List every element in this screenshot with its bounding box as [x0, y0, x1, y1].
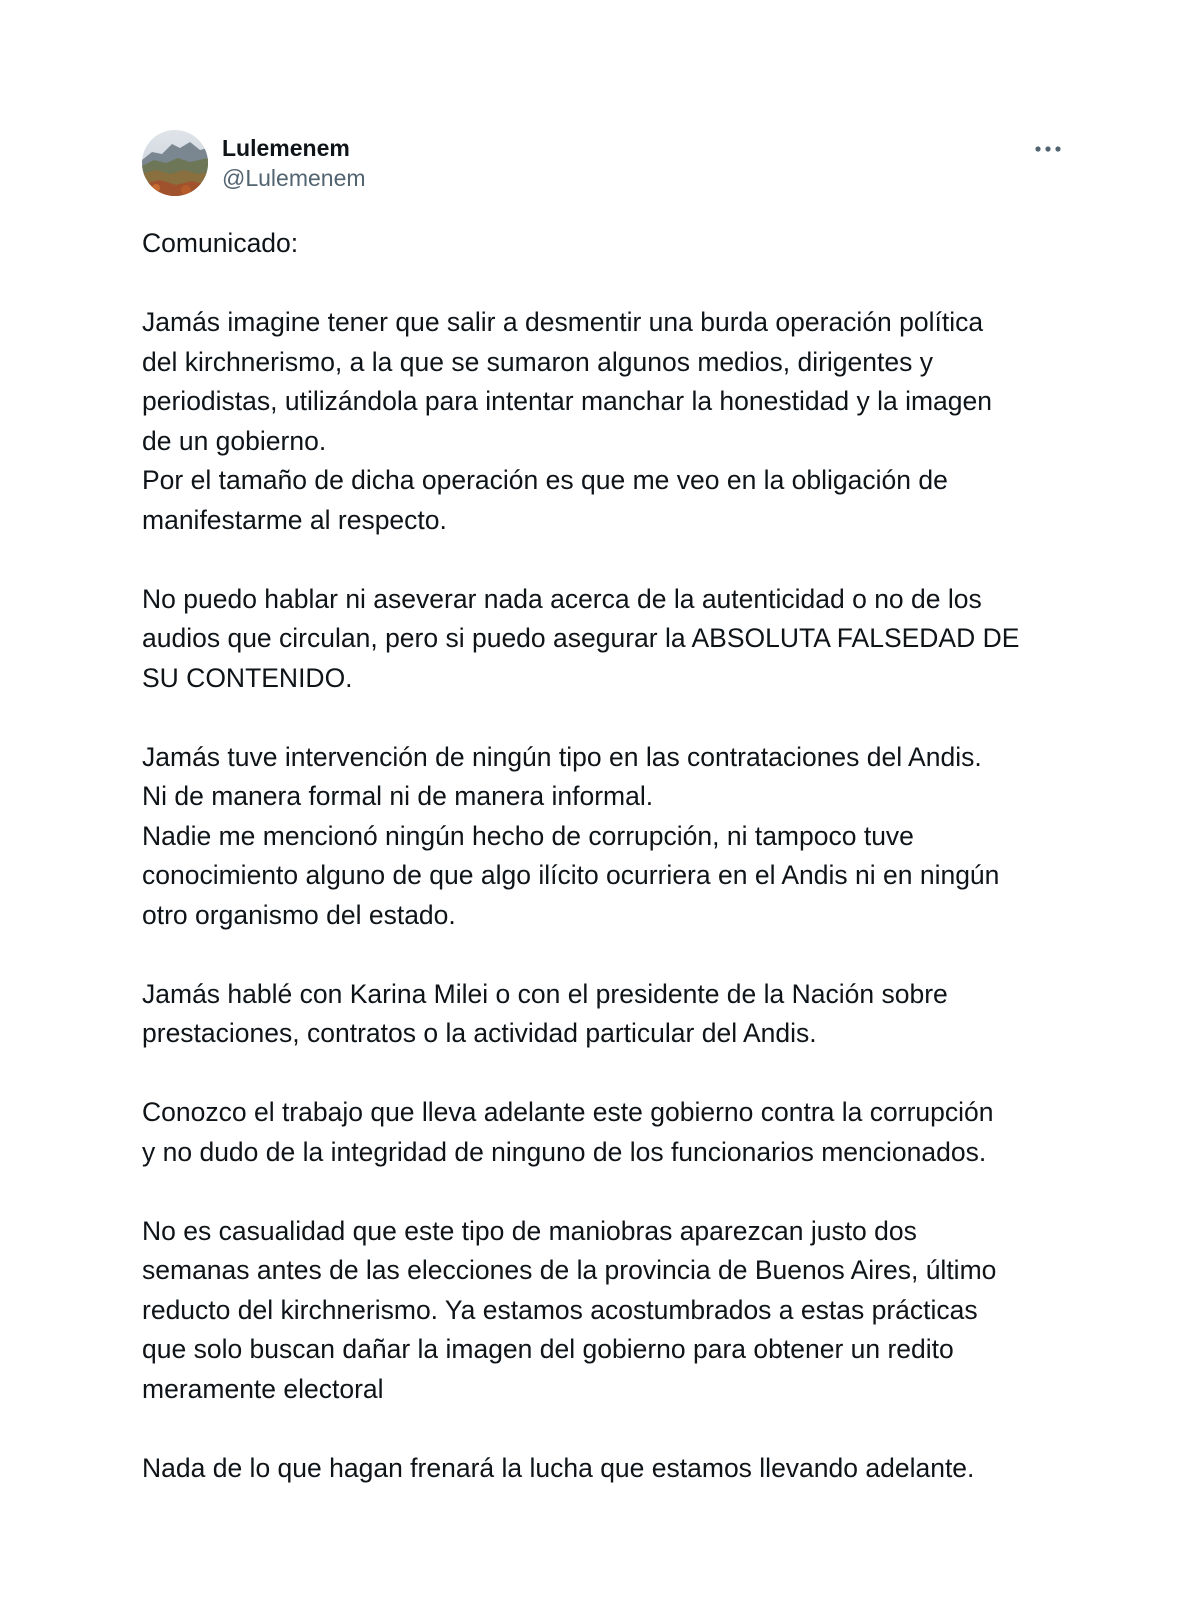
- tweet-text-line: periodistas, utilizándola para intentar manchar la honestidad y la imagen: [142, 386, 992, 416]
- tweet-text-line: conocimiento alguno de que algo ilícito ocurriera en el Andis ni en ningún: [142, 860, 1000, 890]
- tweet-text-line: SU CONTENIDO.: [142, 662, 353, 693]
- tweet-text-line: Nada de lo que hagan frenará la lucha que estamos llevando adelante.: [142, 1452, 975, 1483]
- tweet-paragraph: [142, 224, 1082, 264]
- avatar[interactable]: [142, 130, 208, 196]
- tweet-text-line: Jamás tuve intervención de ningún tipo en las contrataciones del Andis.: [142, 741, 982, 772]
- tweet-text-line: de un gobierno.: [142, 425, 327, 456]
- tweet-text-line: meramente electoral: [142, 1373, 384, 1404]
- landscape-avatar-icon: [142, 130, 208, 196]
- tweet-paragraph: [142, 975, 1082, 1054]
- more-options-icon: [1035, 146, 1061, 152]
- tweet-text-line: del kirchnerismo, a la que se sumaron algunos medios, dirigentes y: [142, 346, 933, 377]
- tweet-paragraph: [142, 1093, 1082, 1172]
- tweet-paragraph: [142, 580, 1082, 699]
- tweet-text-line: reducto del kirchnerismo. Ya estamos acostumbrados a estas prácticas: [142, 1294, 978, 1325]
- tweet-text-line: y no dudo de la integridad de ninguno de los funcionarios mencionados.: [142, 1136, 987, 1167]
- tweet-text-line: No es casualidad que este tipo de maniobras aparezcan justo dos: [142, 1215, 917, 1246]
- tweet-text-line: que solo buscan dañar la imagen del gobierno para obtener un redito: [142, 1334, 954, 1364]
- tweet-paragraph: [142, 738, 1082, 936]
- author-handle[interactable]: @Lulemenem: [222, 165, 366, 191]
- tweet-text-line: Jamás imagine tener que salir a desmentir una burda operación política: [142, 307, 984, 337]
- tweet-text-line: Comunicado:: [142, 228, 299, 258]
- tweet-text-line: Jamás hablé con Karina Milei o con el presidente de la Nación sobre: [142, 978, 948, 1009]
- tweet-text-line: Nadie me mencionó ningún hecho de corrupción, ni tampoco tuve: [142, 820, 914, 851]
- tweet-text-line: Por el tamaño de dicha operación es que me veo en la obligación de: [142, 465, 948, 495]
- tweet-paragraph: [142, 1212, 1082, 1410]
- tweet-text-line: semanas antes de las elecciones de la provincia de Buenos Aires, último: [142, 1255, 997, 1285]
- more-options-button[interactable]: [1028, 134, 1068, 164]
- tweet-text-line: otro organismo del estado.: [142, 899, 456, 930]
- tweet-paragraph: [142, 303, 1082, 540]
- tweet-text: [142, 224, 1082, 1488]
- tweet-paragraph: [142, 1449, 1082, 1489]
- author-names: [222, 133, 366, 193]
- tweet-text-line: Ni de manera formal ni de manera informal.: [142, 781, 654, 811]
- tweet-text-line: manifestarme al respecto.: [142, 504, 447, 535]
- tweet-header: [142, 130, 1082, 196]
- author-display-name[interactable]: Lulemenem: [222, 135, 350, 161]
- tweet-text-line: No puedo hablar ni aseverar nada acerca de la autenticidad o no de los: [142, 583, 982, 614]
- tweet: [142, 130, 1082, 1528]
- tweet-text-line: audios que circulan, pero si puedo asegurar la ABSOLUTA FALSEDAD DE: [142, 623, 1020, 653]
- tweet-text-line: prestaciones, contratos o la actividad particular del Andis.: [142, 1018, 817, 1048]
- tweet-text-line: Conozco el trabajo que lleva adelante este gobierno contra la corrupción: [142, 1097, 994, 1127]
